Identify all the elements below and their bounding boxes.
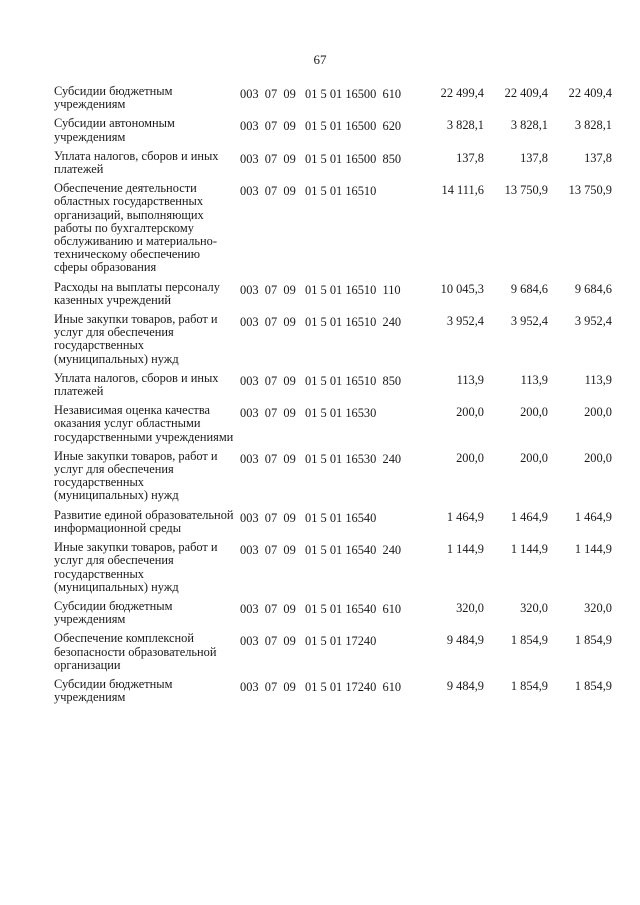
classification-code-cell: 003 07 09 01 5 01 17240 610 — [240, 679, 402, 694]
amount-year3-cell: 1 854,9 — [574, 633, 612, 648]
classification-code-cell: 003 07 09 01 5 01 16530 — [240, 406, 377, 421]
amount-year1-cell: 3 828,1 — [446, 118, 484, 133]
classification-code-cell: 003 07 09 01 5 01 16500 850 — [240, 151, 402, 166]
budget-table — [54, 85, 612, 710]
amount-year3-cell: 1 144,9 — [574, 542, 612, 557]
amount-year3-cell: 320,0 — [584, 600, 612, 615]
table-row — [54, 150, 612, 182]
table-row — [54, 600, 612, 632]
amount-year3-cell: 3 828,1 — [574, 118, 612, 133]
table-row — [54, 313, 612, 372]
classification-code-cell: 003 07 09 01 5 01 16540 610 — [240, 601, 402, 616]
expense-name-cell: Субсидии бюджетным учреждениям — [54, 676, 173, 705]
amount-year1-cell: 200,0 — [456, 405, 484, 420]
table-row — [54, 182, 612, 280]
table-row — [54, 85, 612, 117]
amount-year2-cell: 1 464,9 — [510, 509, 548, 524]
classification-code-cell: 003 07 09 01 5 01 17240 — [240, 634, 377, 649]
classification-code-cell: 003 07 09 01 5 01 16510 110 — [240, 282, 401, 297]
amount-year1-cell: 1 144,9 — [446, 542, 484, 557]
amount-year2-cell: 200,0 — [520, 405, 548, 420]
page-number: 67 — [313, 52, 327, 67]
expense-name-cell: Иные закупки товаров, работ и услуг для обеспечения государственных (муниципальных) нужд — [54, 448, 218, 503]
classification-code-cell: 003 07 09 01 5 01 16530 240 — [240, 451, 402, 466]
table-row — [54, 372, 612, 404]
expense-name-cell: Обеспечение комплексной безопасности образовательной организации — [54, 631, 217, 672]
amount-year2-cell: 22 409,4 — [504, 86, 548, 100]
amount-year3-cell: 200,0 — [584, 450, 612, 465]
amount-year3-cell: 1 464,9 — [574, 509, 612, 524]
amount-year3-cell: 22 409,4 — [568, 86, 612, 100]
expense-name-cell: Уплата налогов, сборов и иных платежей — [54, 148, 219, 177]
amount-year2-cell: 1 854,9 — [510, 678, 548, 693]
expense-name-cell: Субсидии бюджетным учреждениям — [54, 84, 173, 112]
amount-year1-cell: 200,0 — [456, 450, 484, 465]
expense-name-cell: Обеспечение деятельности областных государственных организаций, выполняющих работы по бухгалтерскому обслуживанию и материально-техническому обеспечению сферы образования — [54, 181, 218, 275]
amount-year1-cell: 22 499,4 — [440, 86, 484, 100]
classification-code-cell: 003 07 09 01 5 01 16510 850 — [240, 373, 402, 388]
amount-year3-cell: 137,8 — [584, 150, 612, 165]
expense-name-cell: Иные закупки товаров, работ и услуг для обеспечения государственных (муниципальных) нужд — [54, 312, 218, 366]
classification-code-cell: 003 07 09 01 5 01 16500 620 — [240, 119, 402, 134]
amount-year2-cell: 113,9 — [520, 372, 548, 387]
table-row — [54, 509, 612, 541]
amount-year2-cell: 3 952,4 — [510, 314, 548, 329]
classification-code-cell: 003 07 09 01 5 01 16500 610 — [240, 87, 402, 101]
expense-name-cell: Уплата налогов, сборов и иных платежей — [54, 370, 219, 399]
amount-year3-cell: 1 854,9 — [574, 678, 612, 693]
expense-name-cell: Субсидии бюджетным учреждениям — [54, 598, 173, 627]
amount-year1-cell: 1 464,9 — [446, 509, 484, 524]
amount-year2-cell: 13 750,9 — [504, 183, 548, 198]
budget-table-body — [54, 85, 612, 710]
table-row — [54, 632, 612, 678]
amount-year1-cell: 9 484,9 — [446, 633, 484, 648]
amount-year2-cell: 137,8 — [520, 150, 548, 165]
amount-year2-cell: 320,0 — [520, 600, 548, 615]
expense-name-cell: Независимая оценка качества оказания услуг областными государственными учреждениями — [54, 403, 234, 444]
amount-year1-cell: 137,8 — [456, 150, 484, 165]
expense-name-cell: Иные закупки товаров, работ и услуг для обеспечения государственных (муниципальных) нужд — [54, 540, 218, 594]
amount-year3-cell: 9 684,6 — [574, 281, 612, 296]
classification-code-cell: 003 07 09 01 5 01 16510 240 — [240, 315, 402, 330]
amount-year1-cell: 9 484,9 — [446, 678, 484, 693]
amount-year1-cell: 3 952,4 — [446, 314, 484, 329]
table-row — [54, 678, 612, 710]
table-row — [54, 117, 612, 149]
amount-year3-cell: 113,9 — [584, 372, 612, 387]
expense-name-cell: Субсидии автономным учреждениям — [54, 116, 175, 144]
amount-year1-cell: 10 045,3 — [440, 281, 484, 296]
amount-year3-cell: 200,0 — [584, 405, 612, 420]
classification-code-cell: 003 07 09 01 5 01 16510 — [240, 184, 377, 199]
amount-year2-cell: 1 854,9 — [510, 633, 548, 648]
expense-name-cell: Развитие единой образовательной информационной среды — [54, 507, 234, 535]
table-row — [54, 281, 612, 313]
amount-year1-cell: 14 111,6 — [441, 183, 484, 198]
table-row — [54, 450, 612, 509]
amount-year2-cell: 1 144,9 — [510, 542, 548, 557]
amount-year1-cell: 113,9 — [456, 372, 484, 387]
table-row — [54, 404, 612, 450]
amount-year2-cell: 200,0 — [520, 450, 548, 465]
table-row — [54, 541, 612, 600]
amount-year3-cell: 13 750,9 — [568, 183, 612, 198]
expense-name-cell: Расходы на выплаты персоналу казенных учреждений — [54, 279, 220, 307]
amount-year3-cell: 3 952,4 — [574, 314, 612, 329]
classification-code-cell: 003 07 09 01 5 01 16540 — [240, 510, 377, 525]
classification-code-cell: 003 07 09 01 5 01 16540 240 — [240, 543, 402, 558]
amount-year2-cell: 9 684,6 — [510, 281, 548, 296]
amount-year1-cell: 320,0 — [456, 600, 484, 615]
amount-year2-cell: 3 828,1 — [510, 118, 548, 133]
